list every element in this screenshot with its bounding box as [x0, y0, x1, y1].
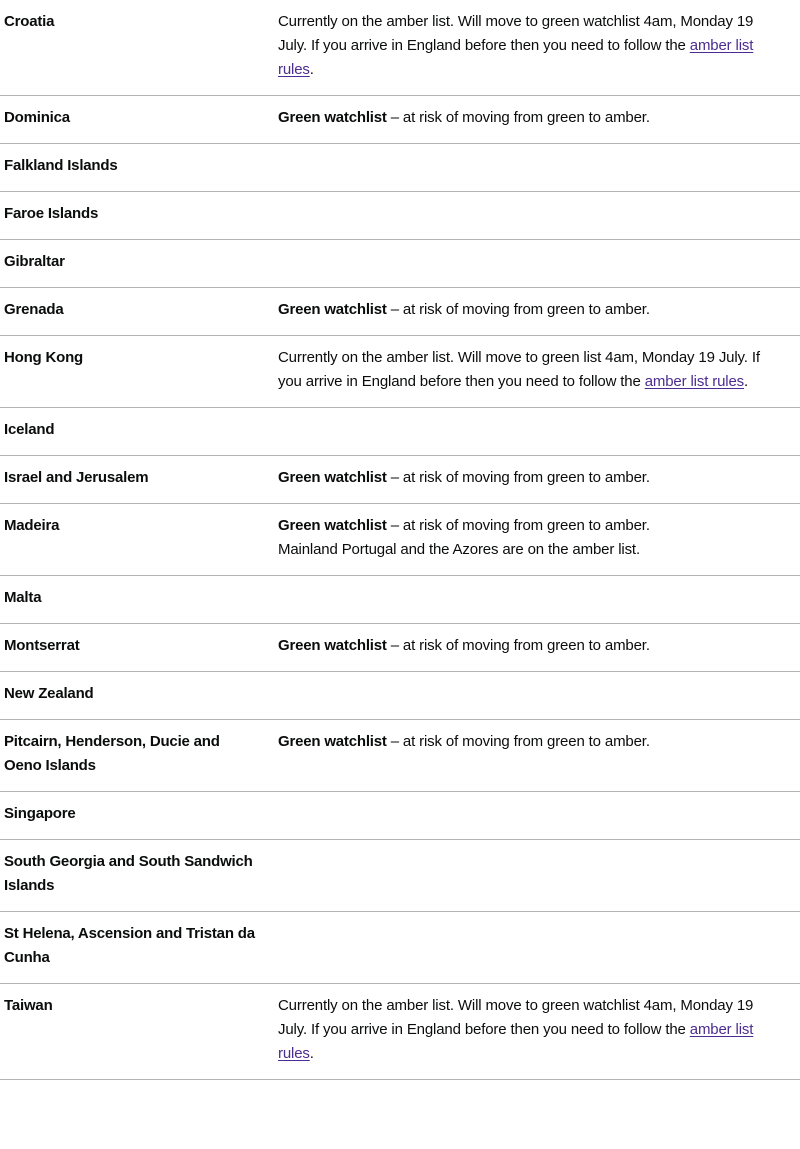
table-row — [0, 144, 800, 192]
note-text-end: . — [309, 1045, 314, 1062]
status-note — [278, 144, 800, 192]
status-note — [278, 96, 800, 144]
watchlist-label: Green watchlist — [278, 469, 387, 486]
status-note — [278, 720, 800, 792]
table-row — [0, 96, 800, 144]
watchlist-text: – at risk of moving from green to amber. — [386, 109, 650, 126]
status-note — [278, 288, 800, 336]
country-name: Israel and Jerusalem — [0, 456, 278, 504]
table-row — [0, 456, 800, 504]
status-note — [278, 912, 800, 984]
country-name: Grenada — [0, 288, 278, 336]
status-note — [278, 336, 800, 408]
status-note — [278, 504, 800, 576]
status-note — [278, 0, 800, 96]
watchlist-text: – at risk of moving from green to amber. — [386, 517, 650, 534]
table-row — [0, 240, 800, 288]
table-row — [0, 288, 800, 336]
table-row — [0, 984, 800, 1080]
status-note — [278, 624, 800, 672]
status-note — [278, 672, 800, 720]
country-name: Faroe Islands — [0, 192, 278, 240]
note-text-end: . — [309, 61, 314, 78]
extra-note: Mainland Portugal and the Azores are on the amber list. — [278, 541, 640, 558]
status-note — [278, 456, 800, 504]
table-row — [0, 192, 800, 240]
country-name: Gibraltar — [0, 240, 278, 288]
country-name: Madeira — [0, 504, 278, 576]
table-row — [0, 792, 800, 840]
note-text: Currently on the amber list. Will move to green watchlist 4am, Monday 19 July. If you arrive in England before then you need to follow the — [278, 997, 754, 1038]
table-row — [0, 624, 800, 672]
watchlist-text: – at risk of moving from green to amber. — [386, 469, 650, 486]
country-name: Pitcairn, Henderson, Ducie and Oeno Islands — [0, 720, 278, 792]
note-text: Currently on the amber list. Will move to green list 4am, Monday 19 July. If you arrive in England before then you need to follow the — [278, 349, 760, 390]
table-row — [0, 840, 800, 912]
watchlist-label: Green watchlist — [278, 109, 387, 126]
watchlist-label: Green watchlist — [278, 637, 387, 654]
status-note — [278, 408, 800, 456]
table-row — [0, 408, 800, 456]
table-row — [0, 912, 800, 984]
table-row — [0, 672, 800, 720]
watchlist-label: Green watchlist — [278, 733, 387, 750]
table-row — [0, 720, 800, 792]
country-name: St Helena, Ascension and Tristan da Cunha — [0, 912, 278, 984]
table-row — [0, 504, 800, 576]
status-note — [278, 240, 800, 288]
table-row — [0, 0, 800, 96]
table-row — [0, 336, 800, 408]
watchlist-text: – at risk of moving from green to amber. — [386, 301, 650, 318]
amber-list-rules-link[interactable]: amber list rules — [278, 37, 754, 78]
country-name: Croatia — [0, 0, 278, 96]
country-name: South Georgia and South Sandwich Islands — [0, 840, 278, 912]
country-name: Montserrat — [0, 624, 278, 672]
country-name: Singapore — [0, 792, 278, 840]
status-note — [278, 576, 800, 624]
amber-list-rules-link[interactable]: amber list rules — [644, 373, 744, 390]
country-name: Taiwan — [0, 984, 278, 1080]
watchlist-label: Green watchlist — [278, 301, 387, 318]
watchlist-text: – at risk of moving from green to amber. — [386, 733, 650, 750]
status-note — [278, 792, 800, 840]
country-name: Falkland Islands — [0, 144, 278, 192]
status-note — [278, 192, 800, 240]
note-text-end: . — [744, 373, 749, 390]
country-name: Dominica — [0, 96, 278, 144]
status-note — [278, 840, 800, 912]
watchlist-label: Green watchlist — [278, 517, 387, 534]
status-note — [278, 984, 800, 1080]
country-name: Malta — [0, 576, 278, 624]
country-name: New Zealand — [0, 672, 278, 720]
country-name: Iceland — [0, 408, 278, 456]
amber-list-rules-link[interactable]: amber list rules — [278, 1021, 754, 1062]
table-row — [0, 576, 800, 624]
note-text: Currently on the amber list. Will move to green watchlist 4am, Monday 19 July. If you arrive in England before then you need to follow the — [278, 13, 754, 54]
watchlist-text: – at risk of moving from green to amber. — [386, 637, 650, 654]
country-name: Hong Kong — [0, 336, 278, 408]
